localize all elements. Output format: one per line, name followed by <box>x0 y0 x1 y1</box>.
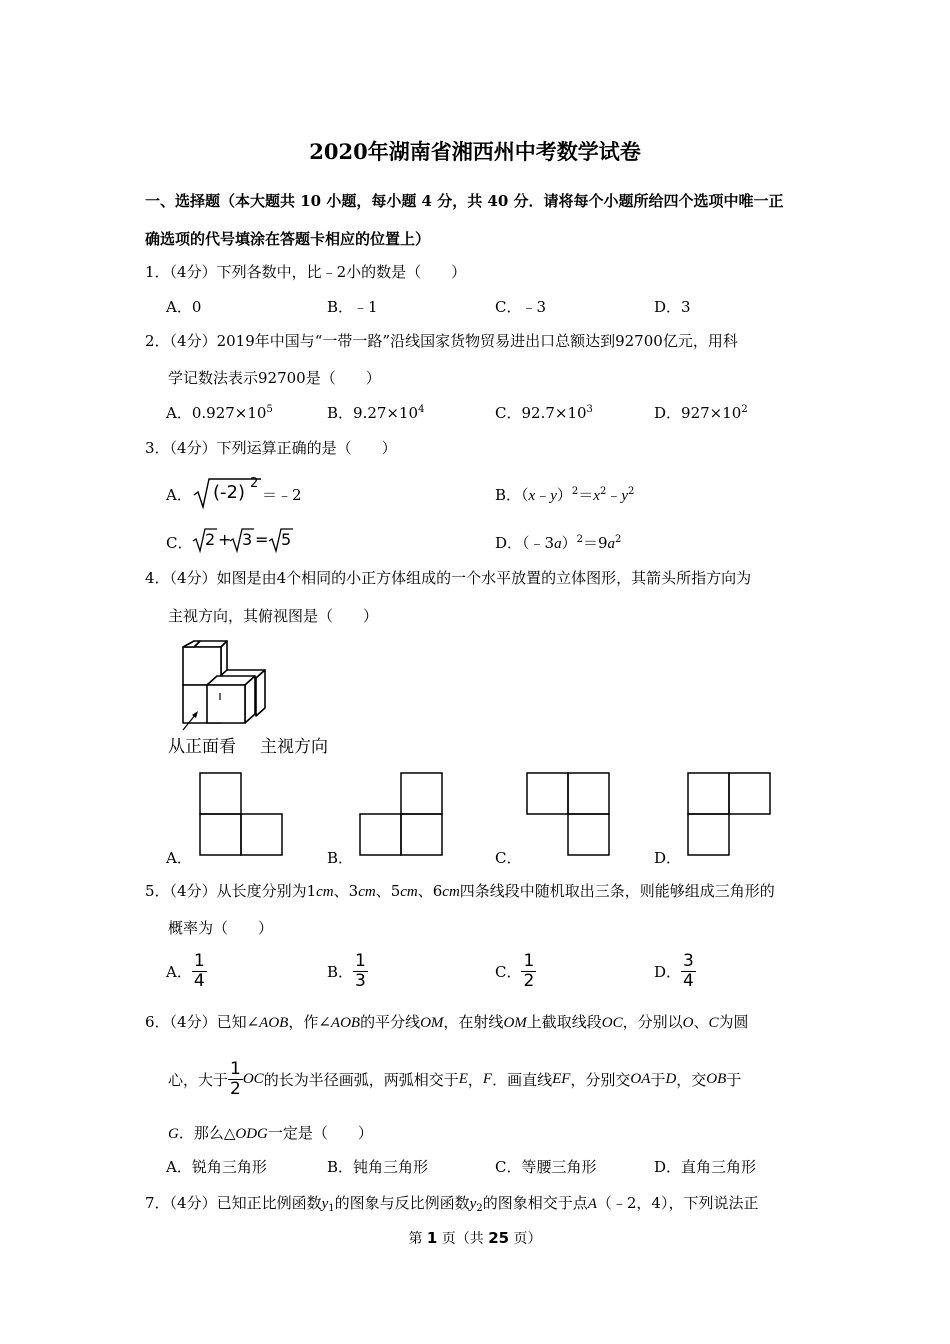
q4-stem-line2: 主视方向，其俯视图是（ ） <box>168 607 379 625</box>
q4d-square-3 <box>688 814 729 855</box>
q2-option-a: A．$0.927\times 10^5$ <box>166 404 273 422</box>
q4b-square-3 <box>401 814 442 855</box>
page-total: 25 <box>488 1229 510 1247</box>
q3-option-a-label: A． <box>166 486 192 504</box>
q3-option-d: D．$(﹣3a)^2=9a^2$ <box>495 534 622 552</box>
q2-option-d: D．$927\times 10^2$ <box>654 404 748 422</box>
q3-option-a-radicand: (-2) <box>213 482 245 503</box>
q3-stem: 3．（4分）下列运算正确的是（ ） <box>145 439 397 457</box>
q5-option-a: A． $\frac{1}{4}$ <box>166 951 205 991</box>
q4-option-d: D． <box>654 849 682 867</box>
q6-option-b: B．钝角三角形 <box>327 1158 429 1176</box>
q4a-square-1 <box>200 773 241 814</box>
q4-stem-line1: 4．（4分）如图是由4个相同的小正方体组成的一个水平放置的立体图形，其箭头所指方向为 <box>145 569 752 587</box>
page-title: 2020年湖南省湘西州中考数学试卷 <box>309 139 641 164</box>
q6-stem-line2: 心，大于 $\frac{1}{2}$ OC的长为半径画弧，两弧相交于E，F．画直线EF，分别交OA于D，交OB于 <box>168 1059 742 1099</box>
page-number: 1 <box>426 1229 438 1247</box>
figure-caption-direction: 主视方向 <box>260 737 328 757</box>
q3-option-c-equals: = <box>255 530 269 549</box>
q1-stem: 1．（4分）下列各数中，比﹣2小的数是（ ） <box>145 263 467 281</box>
q1-option-c: C．﹣3 <box>495 298 547 316</box>
q1-option-a: A．0 <box>166 298 202 316</box>
q4c-square-1 <box>527 773 568 814</box>
q6-stem-line3: G．那么△ODG一定是（ ） <box>168 1124 373 1142</box>
q6-option-a: A．锐角三角形 <box>166 1158 267 1176</box>
q4-option-c: C． <box>495 849 522 867</box>
q4b-square-1 <box>401 773 442 814</box>
q3-option-c-radicand3: 5 <box>281 530 292 549</box>
figure-caption-front-view: 从正面看 <box>168 737 236 757</box>
q3-option-a-result: ＝﹣2 <box>262 486 302 504</box>
q7-stem-line1: 7．（4分）已知正比例函数$y_1$的图象与反比例函数$y_2$的图象相交于点A（﹣2，4），下列说法正 <box>145 1194 759 1214</box>
section-heading-line1: 一、选择题（本大题共 10 小题，每小题 4 分，共 40 分．请将每个小题所给四个选项中唯一正 <box>145 192 784 210</box>
q4d-square-1 <box>688 773 729 814</box>
q2-option-c: C．$92.7\times 10^3$ <box>495 404 593 422</box>
q5-option-d: D． $\frac{3}{4}$ <box>654 951 694 991</box>
q1-option-d: D．3 <box>654 298 691 316</box>
q4-option-a: A． <box>166 849 192 867</box>
q2-stem-line1: 2．（4分）2019年中国与“一带一路”沿线国家货物贸易进出口总额达到92700亿元，用科 <box>145 332 738 350</box>
q6-option-d: D．直角三角形 <box>654 1158 757 1176</box>
q4c-square-3 <box>568 814 609 855</box>
q3-option-a-exponent: 2 <box>250 476 259 491</box>
q4a-square-2 <box>200 814 241 855</box>
q4d-square-2 <box>729 773 770 814</box>
q3-option-c-radicand1: 2 <box>205 530 216 549</box>
page-footer: 第 1 页（共 25 页） <box>408 1229 542 1247</box>
q2-option-b: B．$9.27\times 10^4$ <box>327 404 425 422</box>
q4a-square-3 <box>241 814 282 855</box>
q4b-square-2 <box>360 814 401 855</box>
q4c-square-2 <box>568 773 609 814</box>
q5-option-b: B． $\frac{1}{3}$ <box>327 951 366 991</box>
q5-stem-line1: 5．（4分）从长度分别为1cm、3cm、5cm、6cm四条线段中随机取出三条，则能够组成三角形的 <box>145 882 775 900</box>
q1-option-b: B．﹣1 <box>327 298 378 316</box>
q4-option-b: B． <box>327 849 354 867</box>
q6-option-c: C．等腰三角形 <box>495 1158 597 1176</box>
section-heading-line2: 确选项的代号填涂在答题卡相应的位置上） <box>145 230 431 248</box>
q5-stem-line2: 概率为（ ） <box>168 919 274 937</box>
q3-option-c-plus: + <box>218 530 232 549</box>
q3-option-c-radicand2: 3 <box>242 530 253 549</box>
q5-option-c: C． $\frac{1}{2}$ <box>495 951 535 991</box>
q3-option-c-label: C． <box>166 534 193 552</box>
q6-stem-line1: 6．（4分）已知∠AOB，作∠AOB的平分线OM，在射线OM上截取线段OC，分别以O、C为圆 <box>145 1013 749 1031</box>
q2-stem-line2: 学记数法表示92700是（ ） <box>168 369 381 387</box>
q3-option-b: B．$(x﹣y)^2=x^2﹣y^2$ <box>495 486 635 504</box>
